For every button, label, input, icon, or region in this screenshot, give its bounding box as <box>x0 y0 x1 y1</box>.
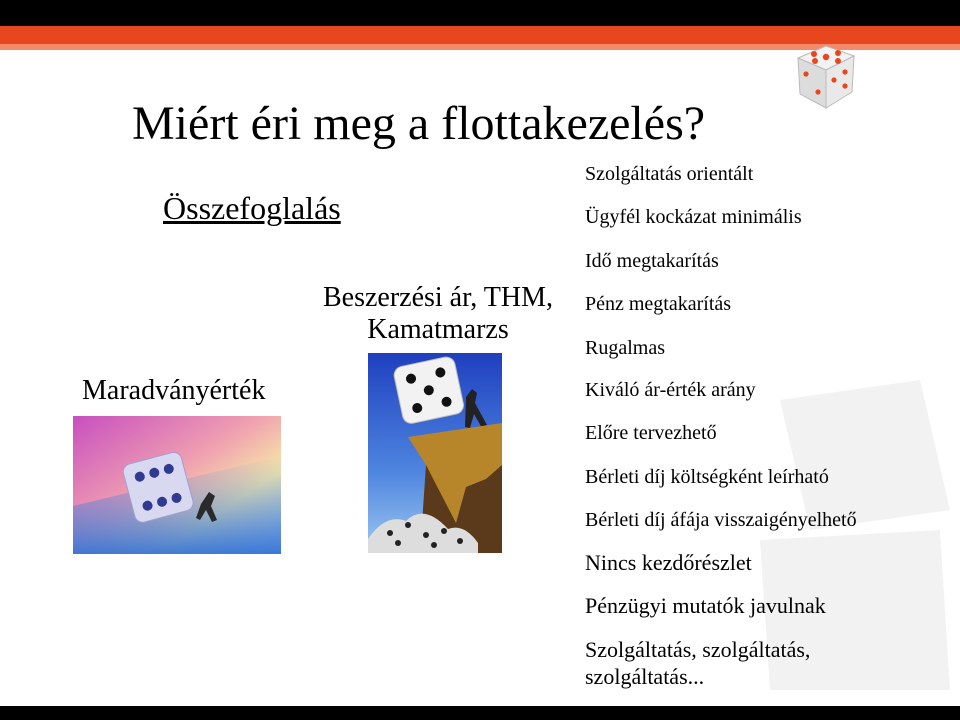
benefit-item: Pénz megtakarítás <box>585 293 732 315</box>
benefit-item: Bérleti díj költségként leírható <box>585 466 829 488</box>
bottom-black-bar <box>0 706 960 720</box>
benefit-item: Kiváló ár-érték arány <box>585 379 756 401</box>
dice-logo-icon <box>788 40 860 112</box>
summary-heading: Összefoglalás <box>163 190 341 226</box>
purchase-price-label <box>310 282 566 346</box>
benefit-item: Bérleti díj áfája visszaigényelhető <box>585 509 857 531</box>
benefit-item: Nincs kezdőrészlet <box>585 550 752 575</box>
benefit-item: Szolgáltatás orientált <box>585 163 754 185</box>
residual-value-label: Maradványérték <box>82 375 266 406</box>
benefit-item: Előre tervezhető <box>585 422 717 444</box>
rolling-dice-image <box>73 416 281 554</box>
top-black-bar <box>0 0 960 26</box>
purchase-price-line2: Kamatmarzs <box>367 314 509 345</box>
benefit-item: szolgáltatás... <box>585 664 705 689</box>
benefit-item: Pénzügyi mutatók javulnak <box>585 593 826 618</box>
purchase-price-line1: Beszerzési ár, THM, <box>322 282 554 313</box>
benefit-item: Rugalmas <box>585 337 665 359</box>
slide-title: Miért éri meg a flottakezelés? <box>132 97 706 150</box>
cliff-dice-image <box>368 353 502 553</box>
benefit-item: Idő megtakarítás <box>585 250 719 272</box>
benefit-item: Szolgáltatás, szolgáltatás, <box>585 637 811 662</box>
benefit-item: Ügyfél kockázat minimális <box>585 206 802 228</box>
